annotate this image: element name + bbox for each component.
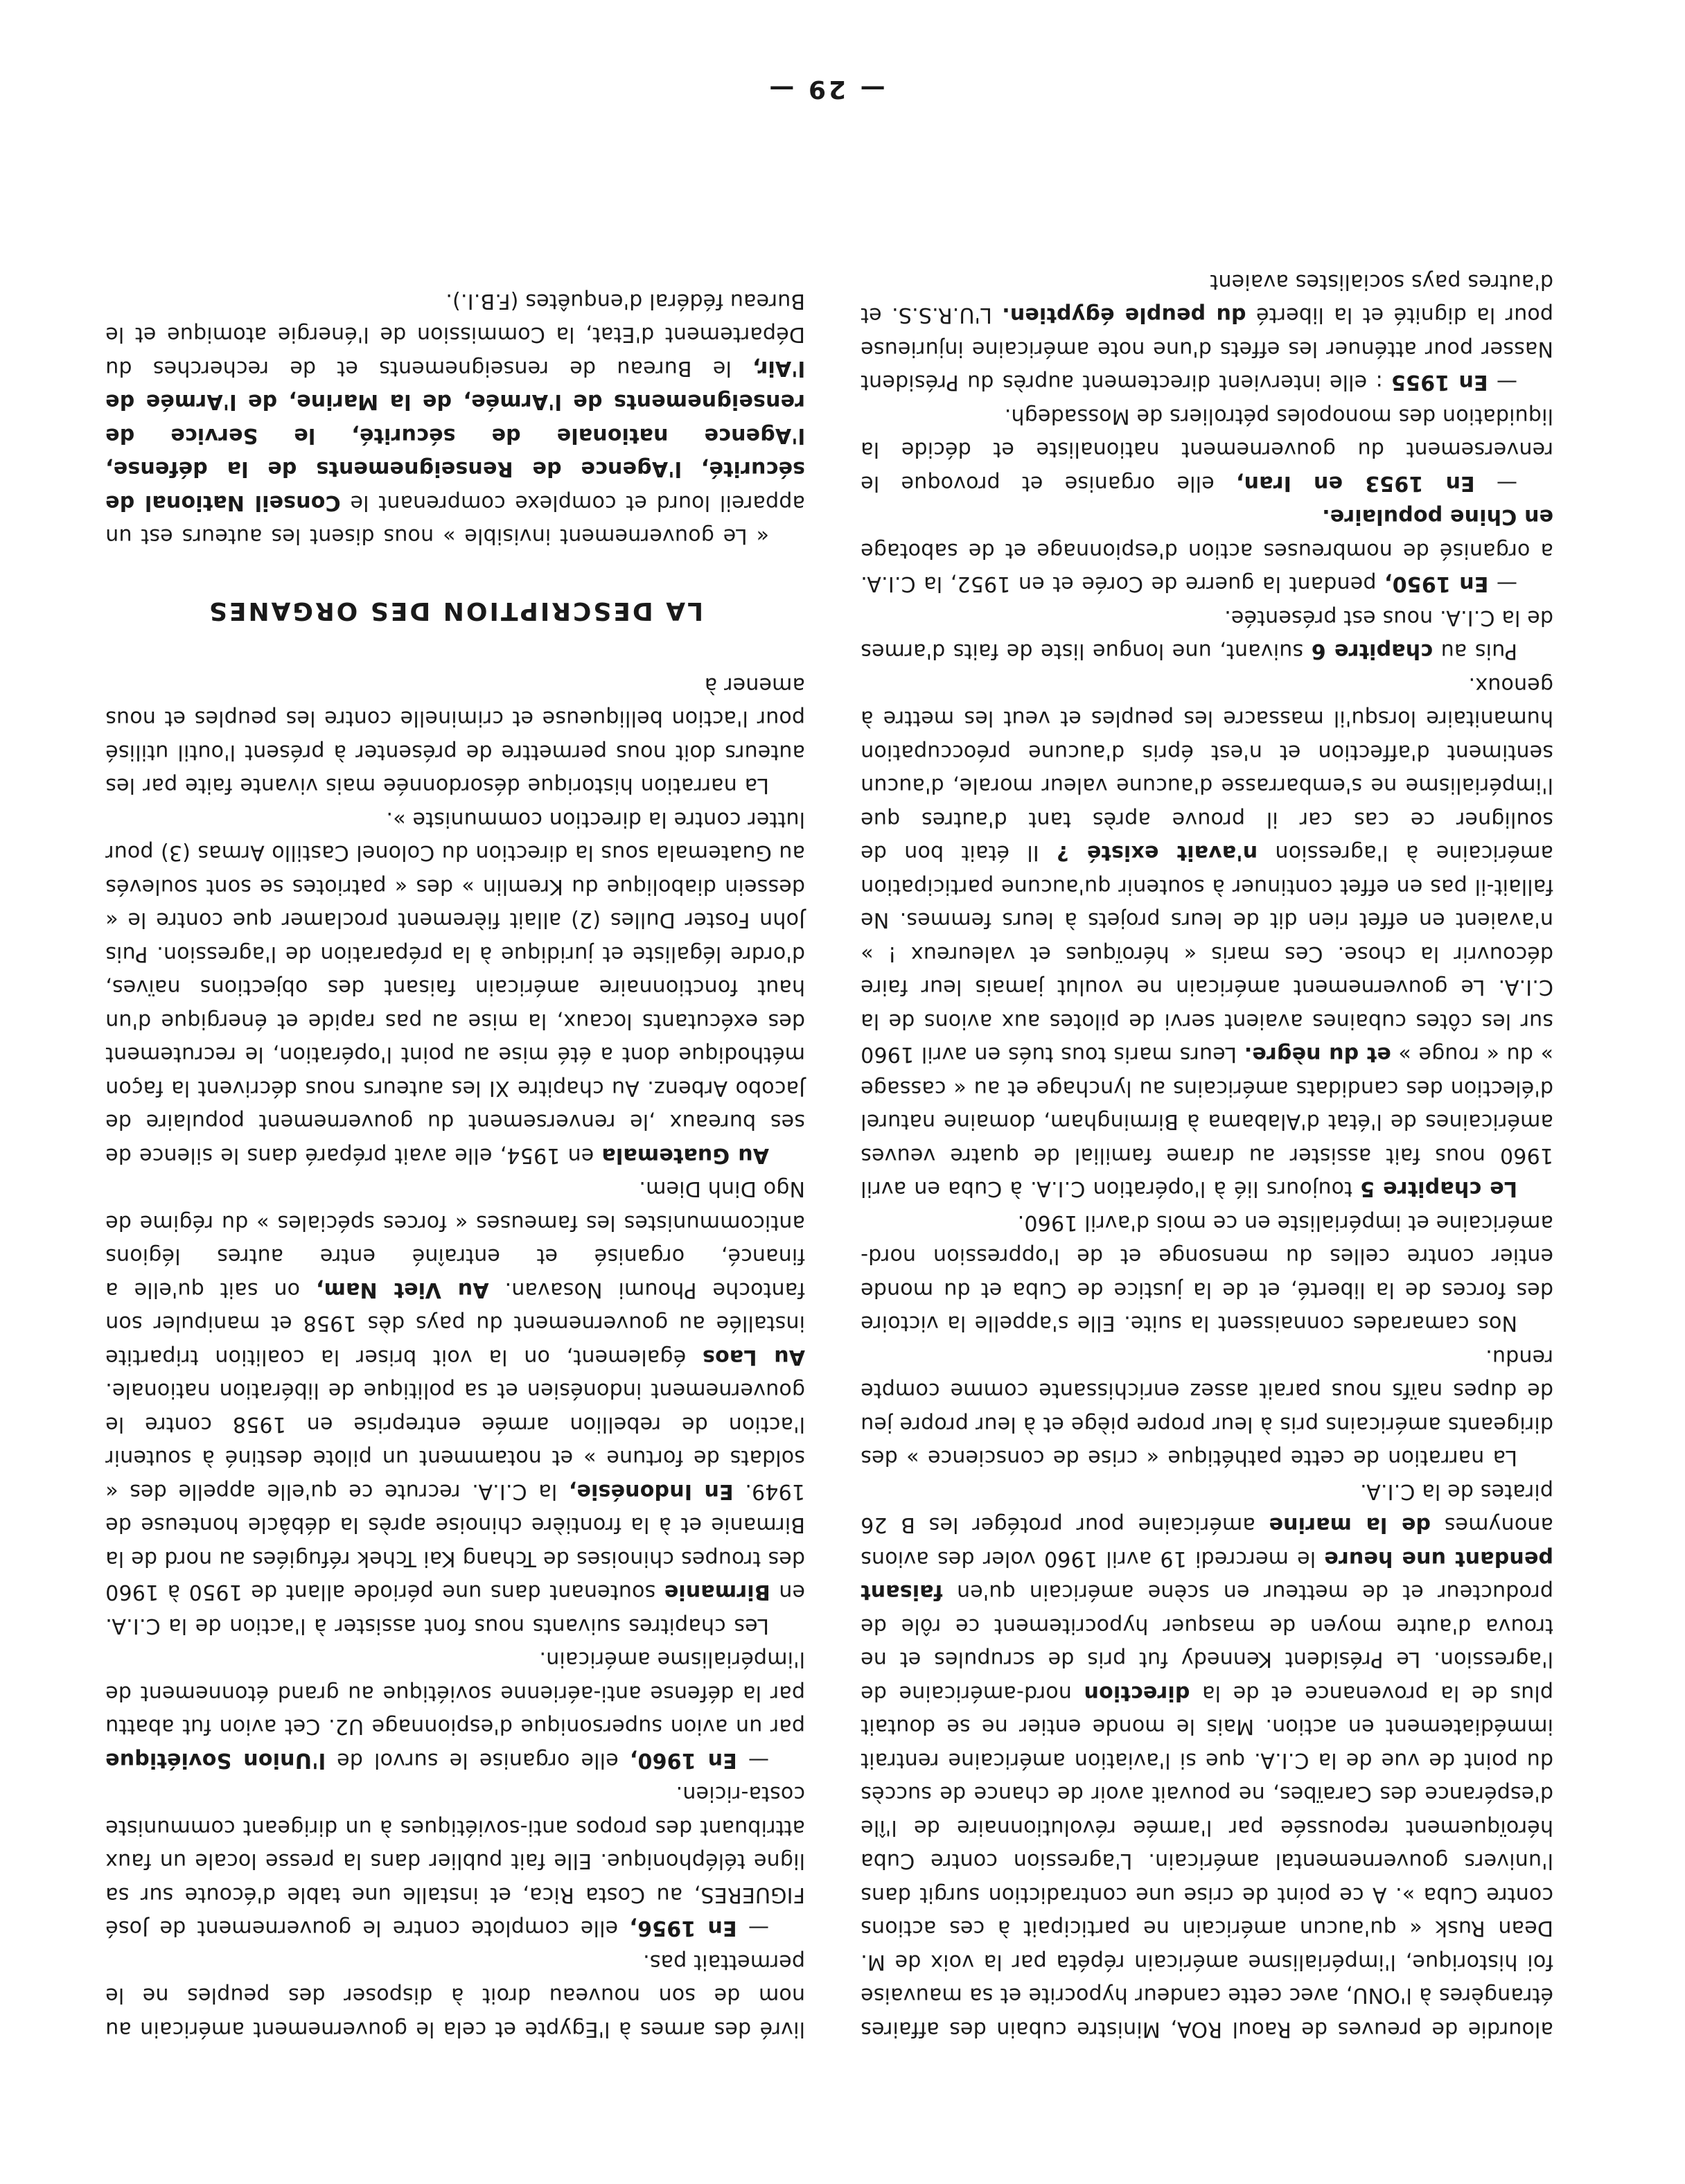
right-column-lower-text <box>105 284 805 553</box>
paragraph <box>861 1206 1553 1340</box>
text-run: — <box>736 1916 769 1941</box>
text-run: pendant la guerre de Corée et en 1952, la C.I.A. a organisé de nombreuses action d'espionnage et de sabotage <box>861 538 1553 597</box>
bold-text-run: En 1955 <box>1391 370 1488 395</box>
paragraph <box>861 601 1553 668</box>
bold-text-run: En 1953 en Iran, <box>1235 471 1475 495</box>
text-run: elle complote contre le gouvernement de José FIGUERES, au Costa Rica, et installe une table d'écoute sur sa ligne téléphonique. Elle fait publier dans la presse locale un faux attribuant des propos anti-soviétiques à un dirigeant communiste costa-ricien. <box>105 1781 805 1941</box>
left-column <box>861 265 1553 2046</box>
bold-text-run: direction <box>1084 1681 1190 1705</box>
paragraph <box>105 668 805 802</box>
bold-text-run: faisant pendant une heure <box>861 1547 1553 1605</box>
text-run: la C.I.A. recrute ce qu'elle appelle des « soldats de fortune » et notamment un pilote destiné à soutenir l'action de rebellion armée entreprise en 1958 contre le gouvernement indonésien et sa politique de libération nationale. <box>105 1378 805 1504</box>
text-run: Leurs maris tous tués en avril 1960 sur les côtes cubaines avaient servi de pilotes aux avions de la C.I.A. Le gouvernement américain ne voulut jamais leur faire découvrir la chose. Ces maris « héroïques et valeureux ! » n'avaient en effet rien dit de leurs projets à leurs femmes. Ne fallait-il pas en effet continuer à soutenir qu'aucune participation américaine à l'agression <box>861 840 1553 1067</box>
page-number: — 29 — <box>766 75 885 103</box>
text-run: toujours lié à l'opération C.I.A. à Cuba en avril 1960 nous fait assister au drame familial de quatre veuves américaines de l'état d'Alabama à Birmingham, domaine naturel d'élection des candidats américains au lynchage et au « cassage » du « rouge » <box>861 1042 1553 1201</box>
text-run: — <box>1488 572 1517 597</box>
paragraph <box>105 1172 805 1642</box>
bold-text-run: du peuple égyptien. <box>1002 303 1246 328</box>
bold-text-run: et du nègre. <box>1244 1042 1391 1067</box>
text-run: par un avion supersonique d'espionnage U2. Cet avion fut abattu par la défense anti-aérienne soviétique au grand étonnement de l'impérialisme américain. <box>105 1647 805 1739</box>
text-run: soutenant dans une période allant de 1950 à 1960 des troupes chinoises de Tchang Kai Tchek réfugiées au nord de la Birmanie et à la frontière chinoise après la débâcle honteuse de 1949. <box>105 1479 805 1605</box>
text-run: américaine pour protéger les B 26 pirates de la C.I.A. <box>861 1479 1553 1538</box>
bold-text-run: n'avait existé ? <box>1056 840 1258 865</box>
text-run: La narration de cette pathétique « crise de conscience » des dirigeants américains pris à leur propre piège et à leur propre jeu de dupes naïfs nous parait assez enrichissante comme compte rendu. <box>861 1345 1553 1470</box>
paragraph <box>105 1777 805 1945</box>
text-run: elle organise et provoque le renversement du gouvernement nationaliste et décide la liquidation des monopoles pétroliers de Mossadegh. <box>860 404 1553 495</box>
paragraph <box>105 1945 805 2046</box>
bold-text-run: En 1956, <box>629 1916 737 1941</box>
text-run: — <box>736 1748 769 1772</box>
text-run: L'U.R.S.S. et d'autres pays socialistes avaient <box>861 270 1553 328</box>
text-run: — <box>1474 471 1517 495</box>
paragraph <box>861 1340 1553 1474</box>
bold-text-run: l'Union Soviétique <box>105 1748 326 1772</box>
paragraph <box>861 500 1553 601</box>
paragraph <box>861 668 1553 1206</box>
right-column <box>105 284 805 2046</box>
bold-text-run: Au Viet Nam, <box>315 1278 489 1302</box>
bold-text-run: En 1950, <box>1384 572 1489 597</box>
text-run: — <box>1488 370 1517 395</box>
text-run: Il était bon de souligner ce cas car il prouve après tant d'autres que l'impérialisme ne s'embarrasse d'aucune valeur morale, d'aucun sentiment d'affection et n'est épris d'aucune préoccupation humanitaire lorsqu'il massacre les peuples et veut les mettre à genoux. <box>861 673 1553 865</box>
text-run: on sait qu'elle a financé, organisé et entraîné entre autres légions anticommunistes les fameuses « forces spéciales » du régime de Ngo Dinh Diem. <box>105 1177 805 1302</box>
text-run: livré des armes à l'Egypte et cela le gouvernement américain au nom de son nouveau droit à disposer des peuples ne le permettait pas. <box>105 1950 805 2041</box>
bold-text-run: Le chapitre 5 <box>1360 1177 1517 1201</box>
text-run: le Bureau de renseignements et de recherches du Département d'Etat, la Commission de l'énergie atomique et le Bureau fédéral d'enquêtes (F.B.I.). <box>105 289 805 380</box>
paragraph <box>105 284 805 553</box>
text-run: Nos camarades connaissent la suite. Elle s'appelle la victoire des forces de la liberté, et de la justice de Cuba et du monde entier contre celles du mensonge et de l'oppression nord-américaine et impérialiste en ce mois d'avril 1960. <box>861 1210 1553 1336</box>
bold-text-run: En Indonésie, <box>568 1479 734 1504</box>
bold-text-run: Birmanie <box>664 1580 770 1605</box>
text-run: suivant, une longue liste de faits d'armes de la C.I.A. nous est présentée. <box>861 606 1553 664</box>
text-run: La narration historique désordonnée mais vivante faite par les auteurs doit nous permettre de présenter à présent l'outil utilisé pour l'action belliqueuse et criminelle contre les peuples et nous amener à <box>105 673 805 798</box>
right-column-upper-text <box>105 668 805 2046</box>
section-heading: LA DESCRIPTION DES ORGANES <box>206 597 704 626</box>
text-run: Puis au <box>1433 639 1517 664</box>
paragraph <box>861 265 1553 399</box>
bold-text-run: Au Laos <box>702 1345 805 1369</box>
paragraph <box>105 1642 805 1777</box>
text-run: alourdie de preuves de Raoul ROA, Ministre cubain des affaires étrangères à l'ONU, avec cette candeur hypocrite et sa mauvaise foi historique, l'impérialisme américain répéta par la voix de M. Dean Rusk « qu'aucun américain ne participait à ces actions contre Cuba ». A ce point de crise une contradiction surgit dans l'univers gouvernemental américain. L'agression contre Cuba héroïquement repoussée par l'armée révolutionnaire de l'île d'espérance des Caraïbes, ne pouvait avoir de chance de succès du point de vue de la C.I.A. que si l'aviation américaine rentrait immédiatement en action. Mais le monde entier ne se doutait plus de la provenance et de la <box>861 1681 1553 2041</box>
bold-text-run: Conseil National de sécurité, l'Agence de Renseignements de la défense, l'Agence nationale de sécurité, le Service de renseignements de l'Armée, de la Marine, de l'Armée de l'Air, <box>105 356 805 515</box>
text-run: le mercredi 19 avril 1960 voler des avions anonymes <box>861 1513 1553 1571</box>
bold-text-run: en Chine populaire. <box>1321 504 1553 529</box>
text-run: également, on la voit briser la coalition tripartite installée au gouvernement du pays dès 1958 et manipuler son fantoche Phoumi Nosavan. <box>105 1278 805 1369</box>
paragraph <box>861 399 1553 500</box>
bold-text-run: chapitre 6 <box>1311 639 1433 664</box>
text-run: en 1954, elle avait préparé dans le silence de ses bureaux ,le renversement du gouvernement populaire de Jacobo Arbenz. Au chapitre XI les auteurs nous décrivent la façon méthodique dont a été mise au point l'opération, le recrutement des exécutants locaux, la mise au pas rapide et énergique d'un haut fonctionnaire américain faisant des objections naïves, d'ordre légaliste et juridique à la préparation de l'agression. Puis John Foster Dulles (2) allait fièrement proclamer que contre le « dessein diabolique du Kremlin » des « patriotes se sont soulevés au Guatemala sous la direction du Colonel Castillo Armas (3) pour lutter contre la direction communiste ». <box>105 807 805 1168</box>
text-run: « Le gouvernement invisible » nous disent les auteurs est un appareil lourd et complexe comprenant le <box>105 491 805 549</box>
text-run: elle organise le survol de <box>325 1748 630 1772</box>
paragraph <box>105 802 805 1172</box>
text-run: : elle intervient directement auprès du Président Nasser pour atténuer les effets d'une note américaine injurieuse pour la dignité et la liberté <box>861 303 1553 395</box>
paragraph <box>861 1474 1553 2046</box>
bold-text-run: de la marine <box>1269 1513 1431 1538</box>
text-run: Les chapitres suivants nous font assister à l'action de la C.I.A. en <box>105 1580 805 1638</box>
bold-text-run: Au Guatemala <box>601 1143 769 1168</box>
bold-text-run: En 1960, <box>629 1748 737 1772</box>
text-run: nord-américaine de l'agression. Le Président Kennedy fut pris de scrupules et ne trouva d'autre moyen de masquer hypocritement ce rôle de producteur et de metteur en scène américain qu'en <box>861 1580 1553 1705</box>
